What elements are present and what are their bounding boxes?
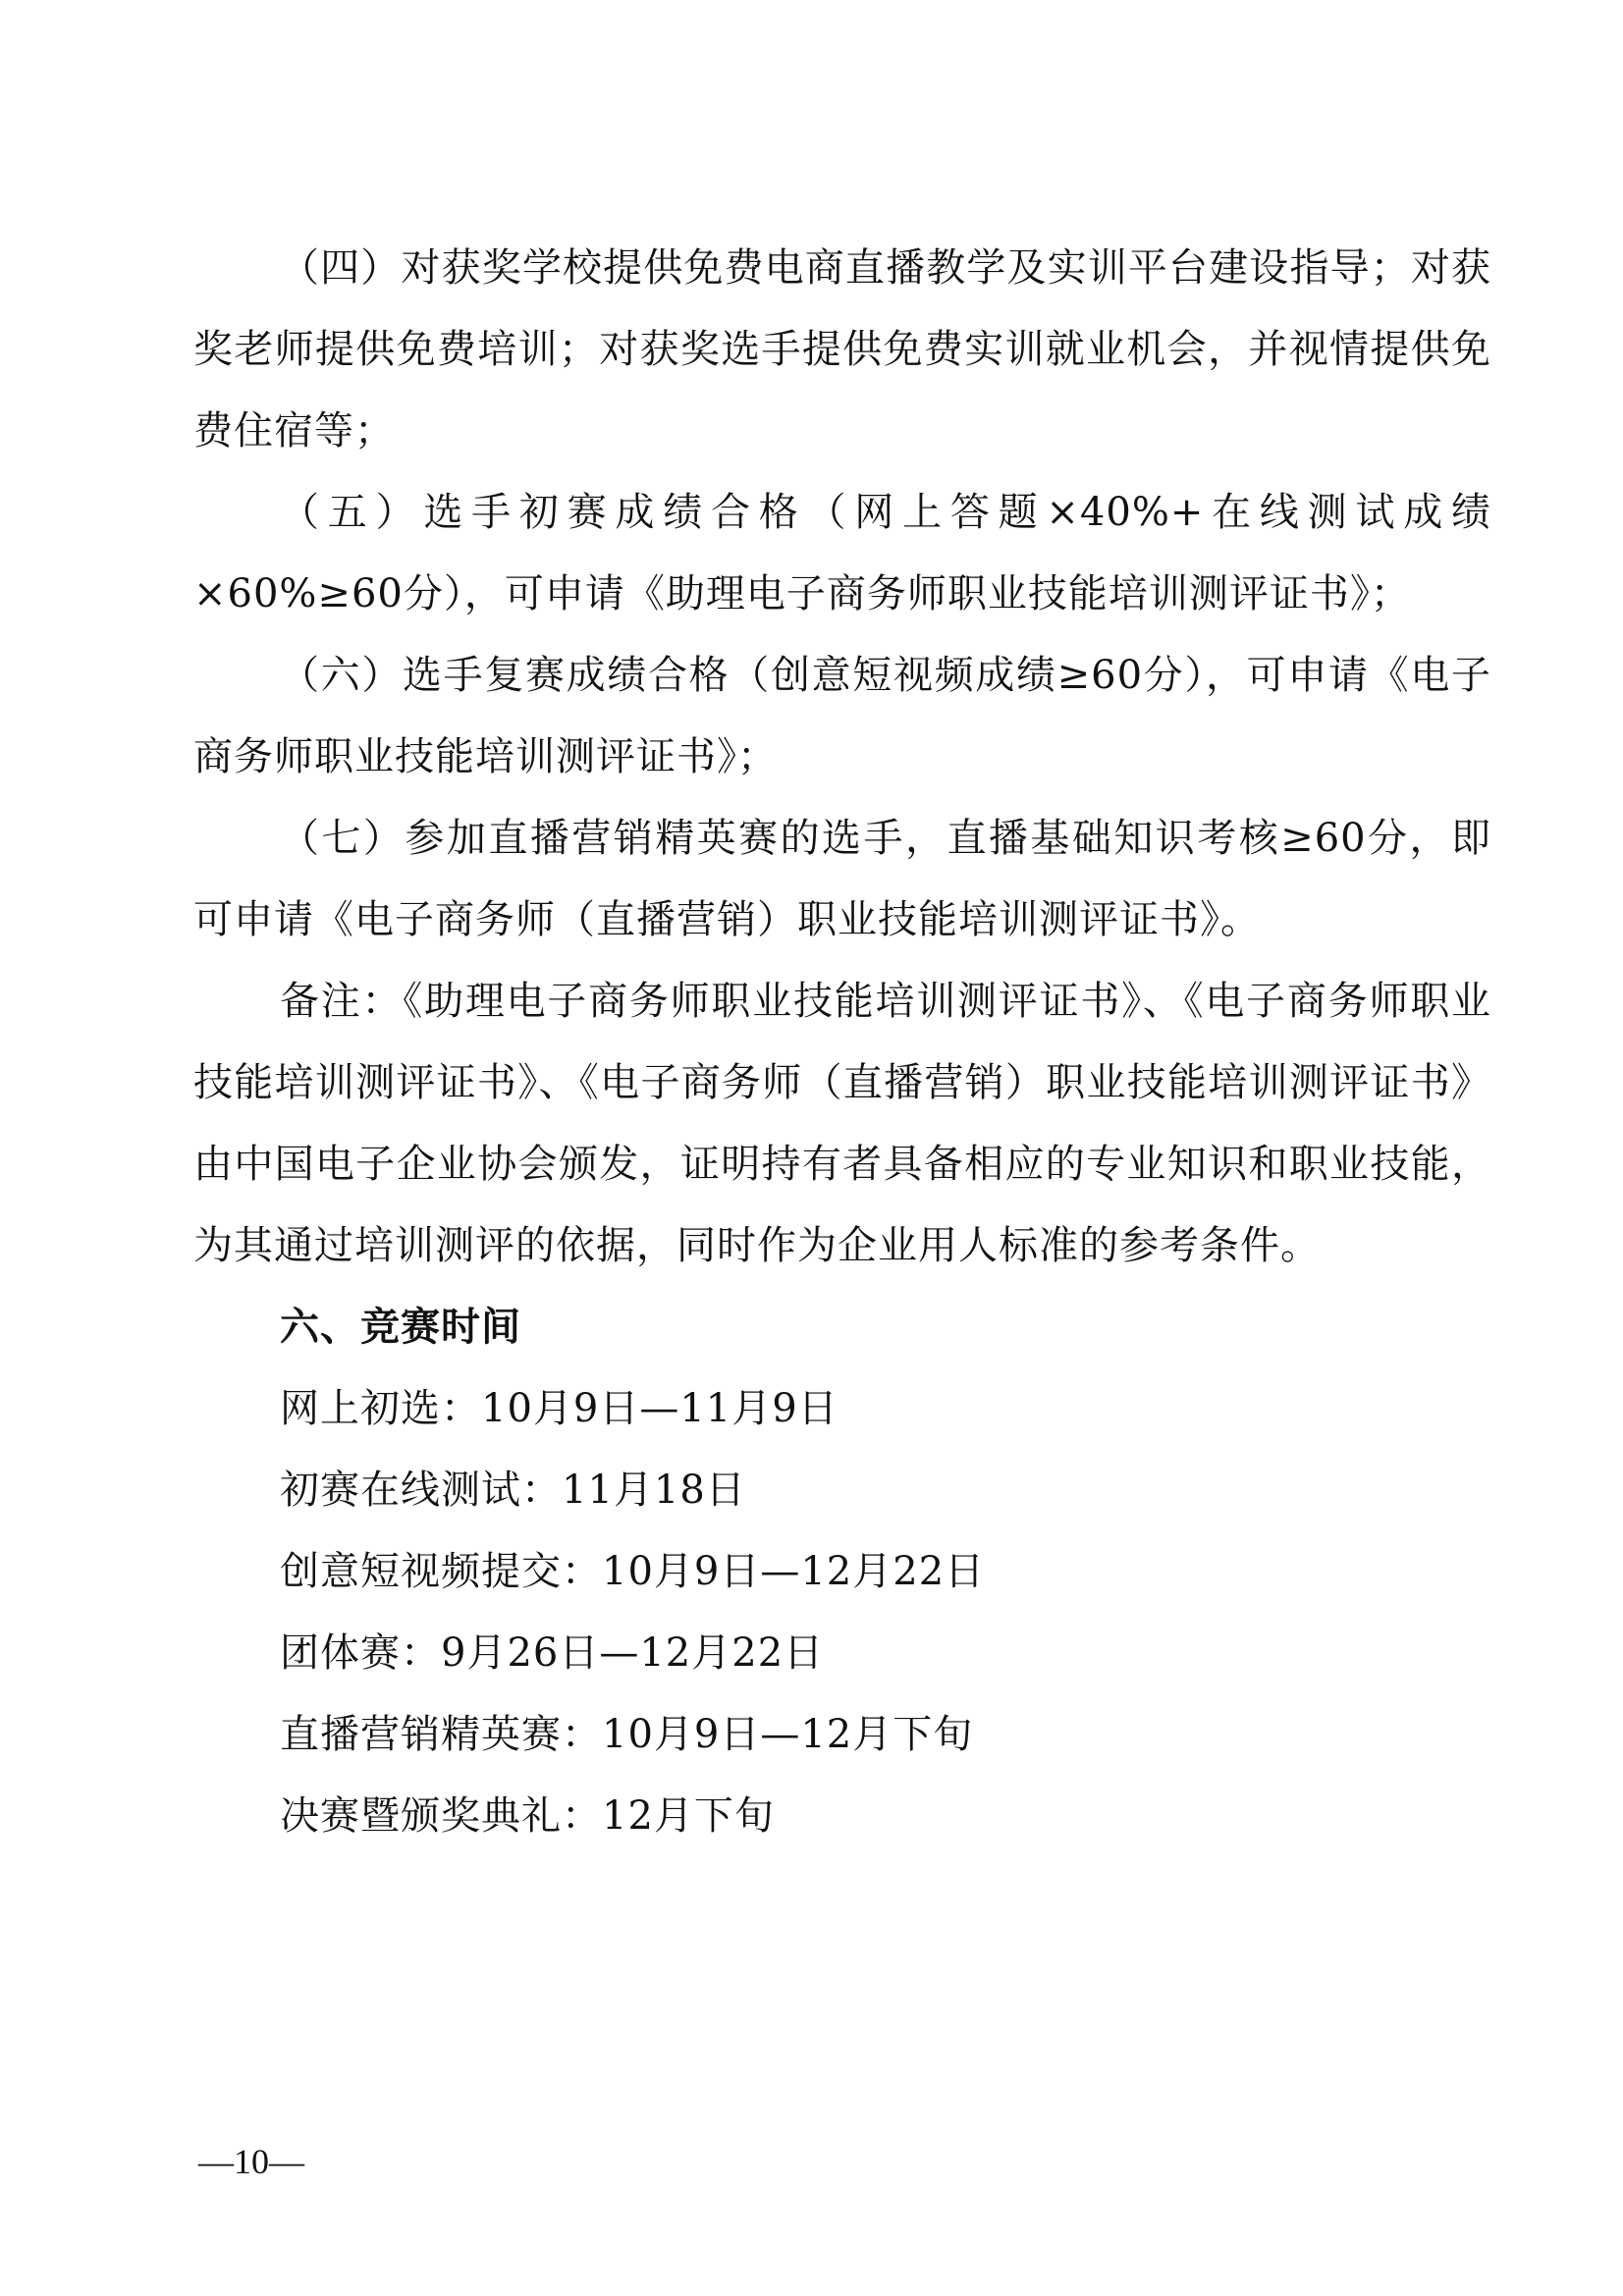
schedule-short-video-submission: 创意短视频提交：10月9日—12月22日 [280,1549,986,1594]
schedule-online-preselection: 网上初选：10月9日—11月9日 [280,1386,839,1431]
paragraph-award-training: （四）对获奖学校提供免费电商直播教学及实训平台建设指导；对获奖老师提供免费培训；对获奖选手提供免费实训就业机会，并视情提供免费住宿等； [193,245,1491,454]
schedule-final-award-ceremony: 决赛暨颁奖典礼：12月下旬 [280,1793,775,1839]
schedule-preliminary-online-test: 初赛在线测试：11月18日 [280,1468,746,1513]
paragraph-remarks: 备注：《助理电子商务师职业技能培训测评证书》、《电子商务师职业技能培训测评证书》、《电子商务师（直播营销）职业技能培训测评证书》由中国电子企业协会颁发，证明持有者具备相应的专业知识和职业技能，为其通过培训测评的依据，同时作为企业用人标准的参考条件。 [193,979,1491,1268]
paragraph-livestream-certificate: （七）参加直播营销精英赛的选手，直播基础知识考核≥60分，即可申请《电子商务师（直播营销）职业技能培训测评证书》。 [193,816,1491,942]
section-heading-competition-time: 六、竞赛时间 [280,1305,521,1350]
schedule-livestream-elite: 直播营销精英赛：10月9日—12月下旬 [280,1712,974,1757]
page-number: —10— [198,2142,304,2181]
body-text [193,228,1491,1857]
paragraph-ecommerce-certificate: （六）选手复赛成绩合格（创意短视频成绩≥60分），可申请《电子商务师职业技能培训测评证书》； [193,653,1491,779]
schedule-team-competition: 团体赛：9月26日—12月22日 [280,1630,825,1676]
paragraph-assistant-certificate: （五）选手初赛成绩合格（网上答题×40%+在线测试成绩×60%≥60分），可申请《助理电子商务师职业技能培训测评证书》； [193,490,1491,616]
